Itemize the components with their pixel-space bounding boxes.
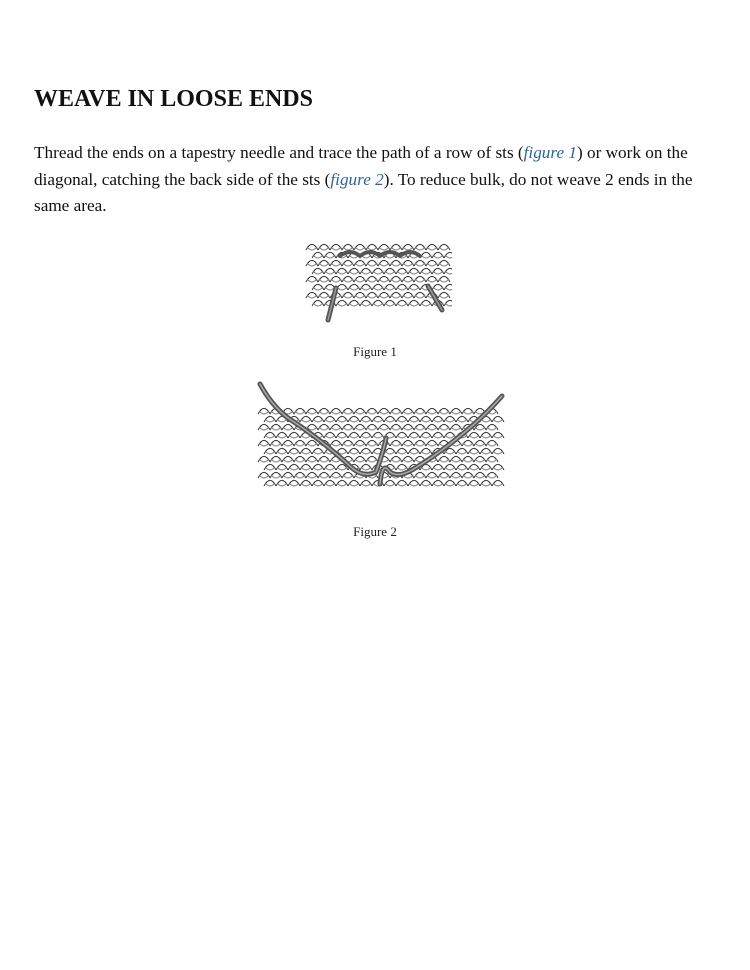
- stitch-bump: [421, 483, 431, 486]
- stitch-bump: [457, 483, 467, 486]
- stitch-bump: [433, 435, 443, 438]
- stitch-bump: [367, 279, 377, 282]
- stitch-bump: [355, 411, 365, 414]
- stitch-bump: [493, 435, 503, 438]
- stitch-bump: [343, 247, 353, 250]
- paragraph-text-3: ). To reduce bulk, do not weave 2 ends in the same area.: [34, 169, 693, 215]
- stitch-bump: [379, 279, 389, 282]
- stitch-bump: [349, 303, 359, 306]
- stitch-bump: [427, 263, 437, 266]
- stitch-bump: [439, 295, 449, 298]
- stitch-bump: [481, 483, 491, 486]
- stitch-bump: [349, 451, 359, 454]
- stitch-bump: [367, 427, 377, 430]
- paragraph-text-1: Thread the ends on a tapestry needle and trace the path of a row of sts (: [34, 143, 524, 162]
- stitch-bump: [361, 435, 371, 438]
- stitch-bump: [439, 427, 449, 430]
- stitch-bump: [319, 459, 329, 462]
- stitch-bump: [409, 451, 419, 454]
- stitch-bump: [457, 467, 467, 470]
- stitch-bump: [331, 279, 341, 282]
- stitch-bump: [415, 427, 425, 430]
- stitch-bump: [421, 467, 431, 470]
- stitch-bump: [427, 475, 437, 478]
- stitch-bump: [265, 435, 275, 438]
- stitch-bump: [409, 287, 419, 290]
- stitch-bump: [349, 483, 359, 486]
- stitch-bump: [379, 263, 389, 266]
- stitch-bump: [427, 411, 437, 414]
- stitch-bump: [397, 419, 407, 422]
- stitch-bump: [271, 459, 281, 462]
- stitch-bump: [307, 247, 317, 250]
- stitch-bump: [391, 427, 401, 430]
- stitch-bump: [283, 475, 293, 478]
- stitch-bump: [445, 451, 455, 454]
- stitch-bump: [427, 279, 437, 282]
- stitch-bump: [307, 459, 317, 462]
- stitch-bump: [343, 427, 353, 430]
- stitch-bump: [355, 279, 365, 282]
- stitch-bump: [265, 483, 275, 486]
- stitch-bump: [313, 303, 323, 306]
- stitch-bump: [313, 451, 323, 454]
- stitch-bump: [433, 255, 443, 258]
- figure-2-illustration: [252, 380, 510, 508]
- stitch-bump: [421, 451, 431, 454]
- stitch-bump: [493, 483, 503, 486]
- stitch-bump: [313, 287, 323, 290]
- stitch-bump: [331, 475, 341, 478]
- stitch-bump: [445, 303, 452, 306]
- stitch-bump: [469, 435, 479, 438]
- stitch-bump: [391, 247, 401, 250]
- stitch-bump: [463, 459, 473, 462]
- stitch-bump: [445, 287, 452, 290]
- stitch-bump: [307, 279, 317, 282]
- stitch-bump: [295, 443, 305, 446]
- stitch-bump: [397, 287, 407, 290]
- stitch-bump: [469, 467, 479, 470]
- stitch-bump: [289, 435, 299, 438]
- figure-1-link[interactable]: figure 1: [523, 143, 577, 162]
- stitch-bump: [463, 443, 473, 446]
- stitch-bump: [451, 427, 461, 430]
- stitch-bump: [391, 279, 401, 282]
- stitch-bump: [337, 435, 347, 438]
- stitch-bump: [349, 287, 359, 290]
- stitch-bump: [487, 427, 497, 430]
- stitch-bump: [259, 443, 269, 446]
- stitch-bump: [337, 287, 347, 290]
- stitch-bump: [361, 303, 371, 306]
- stitch-bump: [403, 247, 413, 250]
- stitch-bump: [277, 483, 287, 486]
- stitch-bump: [475, 443, 485, 446]
- stitch-bump: [361, 467, 371, 470]
- stitch-bump: [325, 483, 335, 486]
- stitch-bump: [439, 263, 449, 266]
- stitch-bump: [373, 435, 383, 438]
- stitch-bump: [337, 419, 347, 422]
- stitch-bump: [367, 411, 377, 414]
- stitch-bump: [433, 271, 443, 274]
- stitch-bump: [469, 451, 479, 454]
- stitch-bump: [487, 459, 497, 462]
- stitch-bump: [277, 451, 287, 454]
- stitch-bump: [433, 467, 443, 470]
- stitch-bump: [415, 295, 425, 298]
- stitch-bump: [451, 411, 461, 414]
- stitch-bump: [415, 443, 425, 446]
- stitch-bump: [475, 427, 485, 430]
- stitch-bump: [421, 255, 431, 258]
- stitch-bump: [481, 451, 491, 454]
- stitch-bump: [301, 451, 311, 454]
- stitch-bump: [409, 435, 419, 438]
- stitch-bump: [295, 411, 305, 414]
- stitch-bump: [391, 295, 401, 298]
- stitch-bump: [409, 419, 419, 422]
- stitch-bump: [493, 451, 503, 454]
- stitch-bump: [385, 303, 395, 306]
- stitch-bump: [457, 451, 467, 454]
- stitch-bump: [397, 271, 407, 274]
- stitch-bump: [445, 483, 455, 486]
- stitch-bump: [373, 303, 383, 306]
- instruction-paragraph: [34, 140, 718, 220]
- figure-1-illustration: [300, 236, 452, 324]
- stitch-bump: [343, 263, 353, 266]
- stitch-bump: [475, 459, 485, 462]
- stitch-bump: [451, 459, 461, 462]
- stitch-bump: [295, 475, 305, 478]
- stitch-bump: [283, 459, 293, 462]
- stitch-bump: [337, 467, 347, 470]
- stitch-bump: [301, 483, 311, 486]
- stitch-bump: [289, 467, 299, 470]
- stitch-bump: [433, 419, 443, 422]
- stitch-bump: [403, 295, 413, 298]
- figure-1-caption: Figure 1: [353, 344, 397, 359]
- stitch-bump: [331, 247, 341, 250]
- stitch-bump: [331, 427, 341, 430]
- stitch-bump: [265, 419, 275, 422]
- stitch-bump: [373, 287, 383, 290]
- stitch-bump: [259, 459, 269, 462]
- stitch-bump: [307, 411, 317, 414]
- stitch-bump: [325, 255, 335, 258]
- stitch-bump: [427, 427, 437, 430]
- stitch-bump: [265, 451, 275, 454]
- stitch-bump: [385, 255, 395, 258]
- stitch-bump: [403, 459, 413, 462]
- stitch-bump: [355, 247, 365, 250]
- stitch-bump: [307, 295, 317, 298]
- stitch-bump: [307, 263, 317, 266]
- stitch-bump: [397, 467, 407, 470]
- stitch-bump: [301, 467, 311, 470]
- stitch-bump: [469, 483, 479, 486]
- stitch-bump: [433, 287, 443, 290]
- paragraph-text-2: ) or work on the diagonal, catching the back side of the sts (: [34, 143, 688, 189]
- stitch-bump: [325, 467, 335, 470]
- stitch-bump: [367, 443, 377, 446]
- stitch-bump: [307, 475, 317, 478]
- stitch-bump: [361, 451, 371, 454]
- stitch-bump: [463, 411, 473, 414]
- stitch-bump: [289, 451, 299, 454]
- stitch-bump: [259, 475, 269, 478]
- stitch-bump: [475, 475, 485, 478]
- stitch-bump: [397, 483, 407, 486]
- stitch-bump: [403, 427, 413, 430]
- stitch-bump: [271, 443, 281, 446]
- stitch-bump: [331, 411, 341, 414]
- stitch-bump: [319, 411, 329, 414]
- stitch-bump: [445, 419, 455, 422]
- stitch-bump: [379, 411, 389, 414]
- stitch-bump: [343, 443, 353, 446]
- stitch-bump: [307, 443, 317, 446]
- stitch-bump: [403, 411, 413, 414]
- stitch-bump: [439, 459, 449, 462]
- stitch-bump: [415, 475, 425, 478]
- stitch-bump: [259, 427, 269, 430]
- stitch-bump: [259, 411, 269, 414]
- stitch-bump: [493, 467, 503, 470]
- stitch-bump: [343, 411, 353, 414]
- stitch-bump: [415, 411, 425, 414]
- stitch-bump: [433, 483, 443, 486]
- stitch-bump: [349, 435, 359, 438]
- stitch-bump: [487, 443, 497, 446]
- stitch-bump: [283, 427, 293, 430]
- stitch-bump: [319, 279, 329, 282]
- stitch-bump: [355, 295, 365, 298]
- stitch-bump: [391, 411, 401, 414]
- stitch-bump: [331, 443, 341, 446]
- stitch-bump: [319, 263, 329, 266]
- stitch-bump: [271, 427, 281, 430]
- stitch-bump: [379, 427, 389, 430]
- stitch-bump: [361, 419, 371, 422]
- stitch-bump: [427, 247, 437, 250]
- stitch-bump: [463, 475, 473, 478]
- stitch-bump: [421, 271, 431, 274]
- stitch-bump: [403, 279, 413, 282]
- stitch-bump: [379, 247, 389, 250]
- stitch-bump: [355, 459, 365, 462]
- stitch-bump: [277, 435, 287, 438]
- stitch-bump: [277, 419, 287, 422]
- stitch-bump: [343, 279, 353, 282]
- stitch-bump: [457, 419, 467, 422]
- stitch-bump: [415, 263, 425, 266]
- stitch-bump: [445, 271, 452, 274]
- stitch-bump: [493, 419, 503, 422]
- stitch-bump: [379, 295, 389, 298]
- stitch-bump: [319, 295, 329, 298]
- stitch-bump: [361, 483, 371, 486]
- stitch-bump: [301, 419, 311, 422]
- page-title: WEAVE IN LOOSE ENDS: [34, 86, 313, 112]
- stitch-bump: [289, 483, 299, 486]
- stitch-bump: [367, 459, 377, 462]
- stitch-bump: [409, 483, 419, 486]
- stitch-bump: [367, 263, 377, 266]
- stitch-bump: [313, 467, 323, 470]
- stitch-bump: [373, 271, 383, 274]
- stitch-bump: [295, 459, 305, 462]
- stitch-bump: [391, 443, 401, 446]
- stitch-bump: [481, 467, 491, 470]
- stitch-bump: [391, 459, 401, 462]
- stitch-bump: [409, 271, 419, 274]
- stitch-bump: [337, 483, 347, 486]
- stitch-bump: [367, 295, 377, 298]
- stitch-bump: [445, 467, 455, 470]
- stitch-bump: [331, 263, 341, 266]
- stitch-bump: [319, 247, 329, 250]
- stitch-bump: [313, 483, 323, 486]
- stitch-bump: [385, 419, 395, 422]
- stitch-bump: [355, 443, 365, 446]
- stitch-bump: [313, 419, 323, 422]
- stitch-bump: [385, 451, 395, 454]
- stitch-bump: [385, 483, 395, 486]
- stitch-bump: [439, 411, 449, 414]
- stitch-bump: [319, 475, 329, 478]
- stitch-bump: [355, 427, 365, 430]
- stitch-bump: [385, 287, 395, 290]
- stitch-bump: [319, 427, 329, 430]
- figure-2-caption: Figure 2: [353, 524, 397, 539]
- stitch-bump: [277, 467, 287, 470]
- stitch-bump: [397, 435, 407, 438]
- stitch-bump: [397, 303, 407, 306]
- stitch-bump: [325, 419, 335, 422]
- stitch-bump: [445, 255, 452, 258]
- stitch-bump: [487, 475, 497, 478]
- stitch-bump: [337, 303, 347, 306]
- stitch-bump: [421, 303, 431, 306]
- stitch-bump: [313, 255, 323, 258]
- stitch-bump: [349, 419, 359, 422]
- stitch-bump: [325, 271, 335, 274]
- stitch-bump: [445, 435, 455, 438]
- stitch-bump: [421, 419, 431, 422]
- stitch-bump: [361, 271, 371, 274]
- stitch-bump: [361, 287, 371, 290]
- stitch-bump: [391, 263, 401, 266]
- stitch-bump: [325, 435, 335, 438]
- stitch-bump: [451, 475, 461, 478]
- stitch-bump: [439, 247, 449, 250]
- stitch-bump: [343, 295, 353, 298]
- stitch-bump: [409, 303, 419, 306]
- stitch-bump: [337, 271, 347, 274]
- stitch-bump: [355, 263, 365, 266]
- stitch-bump: [313, 271, 323, 274]
- stitch-bump: [385, 271, 395, 274]
- stitch-bump: [415, 279, 425, 282]
- stitch-bump: [349, 271, 359, 274]
- stitch-bump: [283, 443, 293, 446]
- stitch-bump: [373, 419, 383, 422]
- stitch-bump: [439, 475, 449, 478]
- stitch-bump: [415, 247, 425, 250]
- stitch-bump: [439, 279, 449, 282]
- stitch-bump: [421, 435, 431, 438]
- stitch-bump: [427, 443, 437, 446]
- stitch-bump: [367, 247, 377, 250]
- stitch-bump: [271, 475, 281, 478]
- stitch-bump: [403, 263, 413, 266]
- figure-2-link[interactable]: figure 2: [330, 169, 384, 189]
- stitch-bump: [343, 475, 353, 478]
- stitch-bump: [397, 451, 407, 454]
- stitch-bump: [265, 467, 275, 470]
- stitch-bump: [481, 435, 491, 438]
- stitch-bump: [403, 443, 413, 446]
